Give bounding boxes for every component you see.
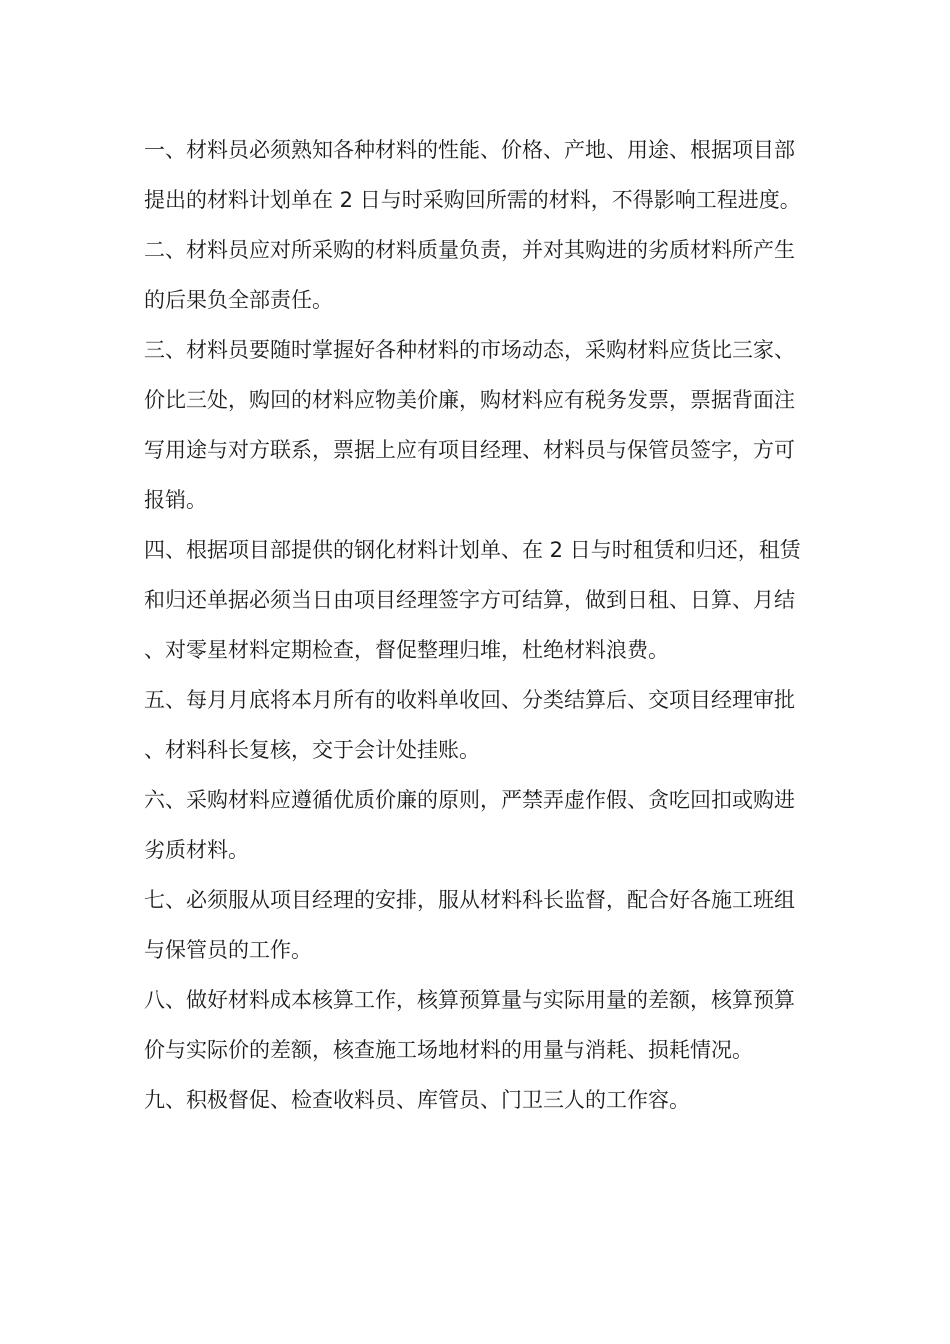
document-body: [144, 125, 810, 1125]
paragraph-2: 二、材料员应对所采购的材料质量负责，并对其购进的劣质材料所产生的后果负全部责任。: [144, 238, 795, 312]
paragraph-3: 三、材料员要随时掌握好各种材料的市场动态，采购材料应货比三家、价比三处，购回的材料应物美价廉，购材料应有税务发票，票据背面注写用途与对方联系，票据上应有项目经理、材料员与保管员签字，方可报销。: [144, 338, 795, 512]
paragraph-9: 九、积极督促、检查收料员、库管员、门卫三人的工作容。: [144, 1088, 690, 1112]
paragraph-8: 八、做好材料成本核算工作，核算预算量与实际用量的差额，核算预算价与实际价的差额，核查施工场地材料的用量与消耗、损耗情况。: [144, 988, 795, 1062]
paragraph-5: 五、每月月底将本月所有的收料单收回、分类结算后、交项目经理审批、材料科长复核，交于会计处挂账。: [144, 688, 795, 762]
paragraph-1: 一、材料员必须熟知各种材料的性能、价格、产地、用途、根据项目部提出的材料计划单在 2 日与时采购回所需的材料，不得影响工程进度。: [144, 138, 801, 212]
paragraph-4: 四、根据项目部提供的钢化材料计划单、在 2 日与时租赁和归还，租赁和归还单据必须当日由项目经理签字方可结算，做到日租、日算、月结、对零星材料定期检查，督促整理归堆，杜绝材料浪费。: [144, 538, 801, 662]
paragraph-6: 六、采购材料应遵循优质价廉的原则，严禁弄虚作假、贪吃回扣或购进劣质材料。: [144, 788, 795, 862]
paragraph-7: 七、必须服从项目经理的安排，服从材料科长监督，配合好各施工班组与保管员的工作。: [144, 888, 795, 962]
